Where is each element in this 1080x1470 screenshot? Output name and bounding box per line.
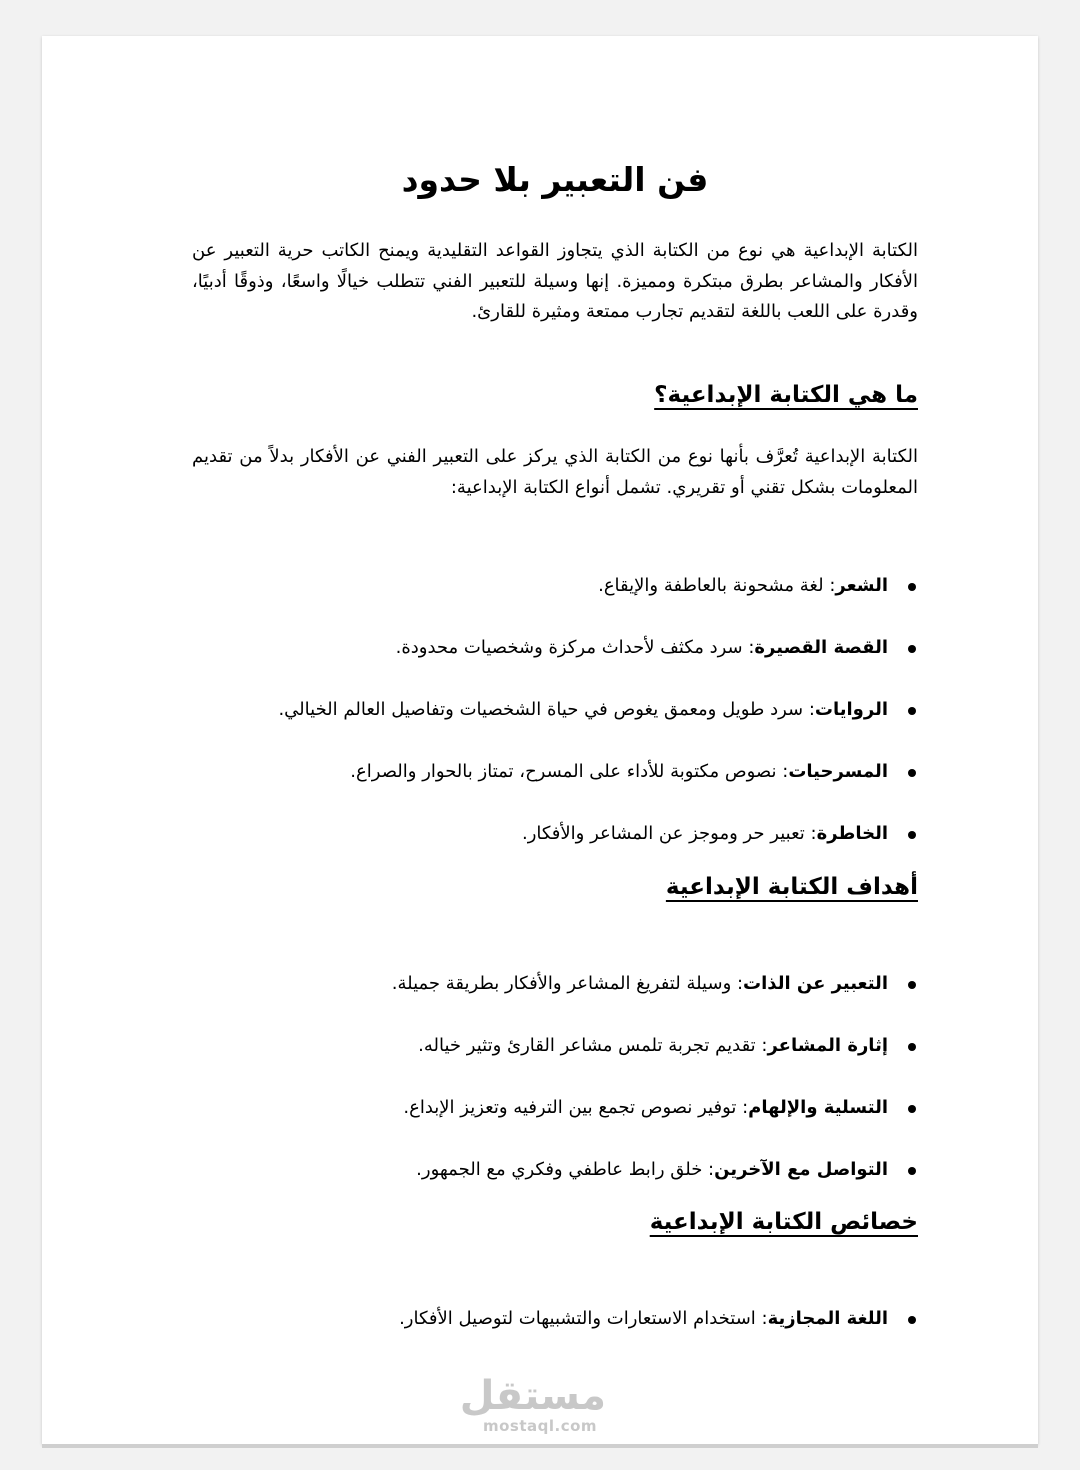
list-item-desc: : نصوص مكتوبة للأداء على المسرح، تمتاز بالحوار والصراع. — [350, 761, 789, 782]
list-item — [192, 819, 918, 849]
bullet-icon — [908, 645, 916, 653]
list-item-desc: : وسيلة لتفريغ المشاعر والأفكار بطريقة جميلة. — [391, 973, 744, 994]
watermark-latin: mostaql.com — [482, 1417, 598, 1435]
list-item-term: التسلية والإلهام — [748, 1097, 888, 1118]
bullet-icon — [908, 1316, 916, 1324]
intro-paragraph: الكتابة الإبداعية هي نوع من الكتابة الذي يتجاوز القواعد التقليدية ويمنح الكاتب حرية التعبير عن الأفكار والمشاعر بطرق مبتكرة ومميزة. إنها وسيلة للتعبير الفني تتطلب خيالًا واسعًا، وذوقًا أدبيًا، وقدرة على اللعب باللغة لتقديم تجارب ممتعة ومثيرة للقارئ. — [192, 240, 918, 322]
bullet-icon — [908, 1043, 916, 1051]
list-item — [192, 695, 918, 725]
mostaql-watermark — [459, 1373, 606, 1435]
section-heading-goals: أهداف الكتابة الإبداعية — [665, 874, 918, 900]
bullet-icon — [908, 707, 916, 715]
list-item — [192, 1304, 918, 1334]
list-item-desc: : سرد طويل ومعمق يغوص في حياة الشخصيات وتفاصيل العالم الخيالي. — [278, 699, 815, 720]
bullet-icon — [908, 831, 916, 839]
bullet-icon — [908, 1167, 916, 1175]
list-item — [192, 969, 918, 999]
list-item — [192, 571, 918, 601]
list-item-desc: : استخدام الاستعارات والتشبيهات لتوصيل الأفكار. — [399, 1308, 768, 1329]
list-item-desc: : تقديم تجربة تلمس مشاعر القارئ وتثير خياله. — [418, 1035, 768, 1056]
list-item-desc: : لغة مشحونة بالعاطفة والإيقاع. — [598, 575, 836, 596]
list-item-desc: : سرد مكثف لأحداث مركزة وشخصيات محدودة. — [395, 637, 755, 658]
list-item-term: المسرحيات — [788, 761, 888, 782]
document-page — [42, 36, 1038, 1444]
list-item-term: التواصل مع الآخرين — [714, 1159, 888, 1180]
list-item-desc: : تعبير حر وموجز عن المشاعر والأفكار. — [521, 823, 817, 844]
list-item-term: الخاطرة — [816, 823, 888, 844]
bullet-icon — [908, 1105, 916, 1113]
document-title: فن التعبير بلا حدود — [401, 160, 709, 199]
list-item — [192, 633, 918, 663]
list-item-term: الروايات — [814, 699, 888, 720]
list-item-term: اللغة المجازية — [767, 1308, 888, 1329]
list-item-desc: : توفير نصوص تجمع بين الترفيه وتعزيز الإبداع. — [403, 1097, 749, 1118]
section-heading-features: خصائص الكتابة الإبداعية — [649, 1209, 918, 1235]
list-item-term: التعبير عن الذات — [743, 973, 888, 994]
page-shadow — [42, 1444, 1038, 1448]
list-item-term: الشعر — [835, 575, 888, 596]
list-item — [192, 1155, 918, 1185]
list-item — [192, 757, 918, 787]
list-item — [192, 1031, 918, 1061]
bullet-icon — [908, 583, 916, 591]
list-item-desc: : خلق رابط عاطفي وفكري مع الجمهور. — [416, 1159, 715, 1180]
list-item-term: القصة القصيرة — [754, 637, 888, 658]
watermark-arabic: مستقل — [459, 1373, 606, 1419]
section-paragraph-what-is: الكتابة الإبداعية تُعرَّف بأنها نوع من الكتابة الذي يركز على التعبير الفني عن الأفكار بدلاً من تقديم المعلومات بشكل تقني أو تقريري. تشمل أنواع الكتابة الإبداعية: — [192, 446, 918, 498]
section-heading-what-is: ما هي الكتابة الإبداعية؟ — [654, 382, 918, 408]
bullet-icon — [908, 769, 916, 777]
list-item — [192, 1093, 918, 1123]
list-item-term: إثارة المشاعر — [767, 1035, 888, 1056]
bullet-icon — [908, 981, 916, 989]
